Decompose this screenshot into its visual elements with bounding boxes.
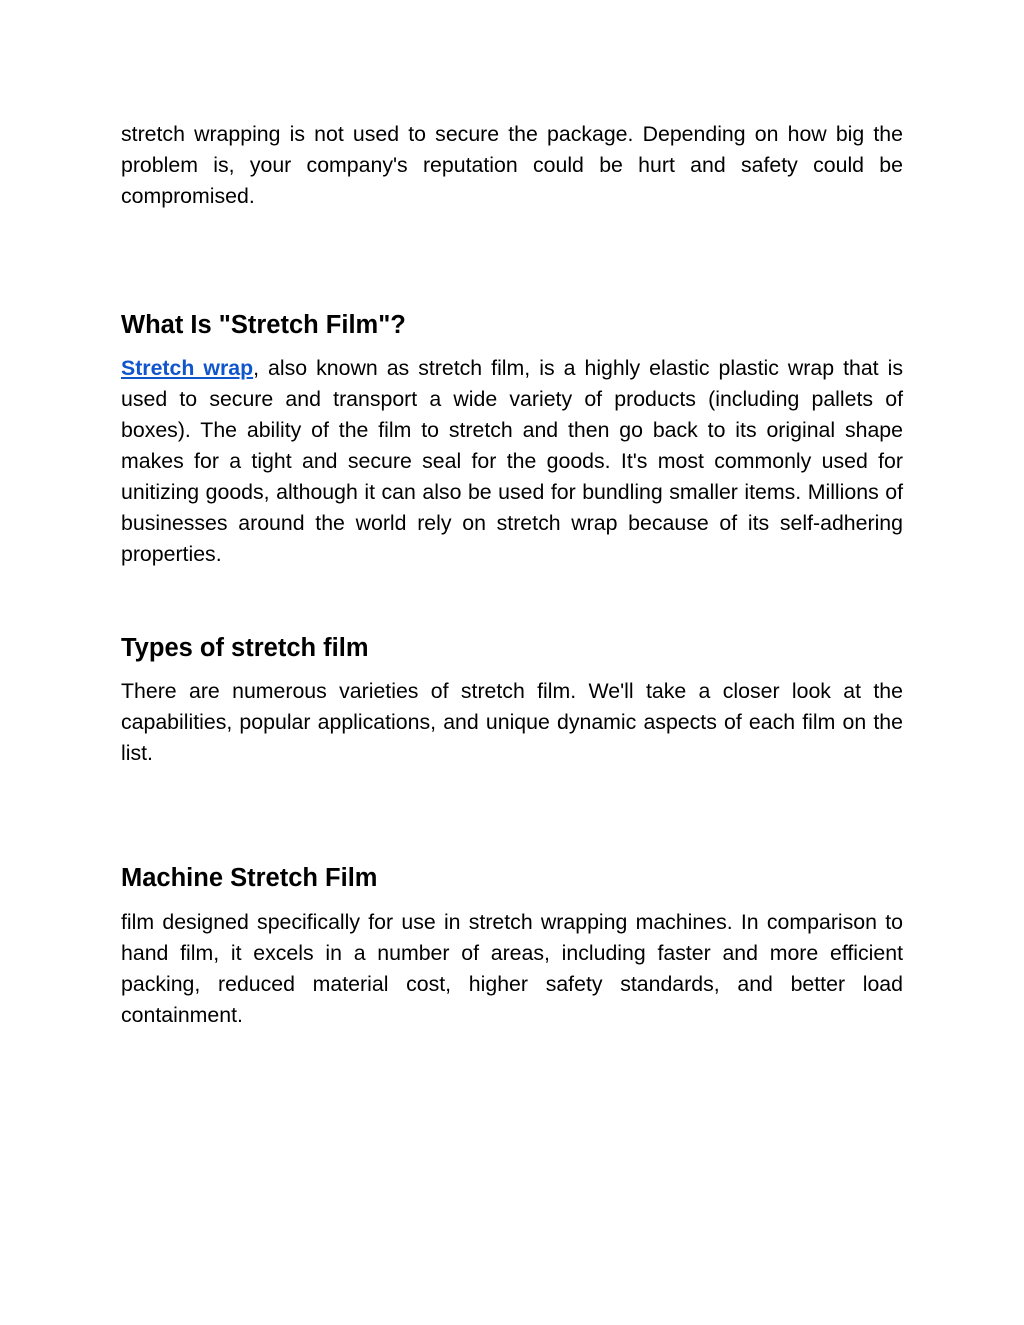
what-is-stretch-film-paragraph	[121, 353, 903, 570]
types-of-stretch-film-heading: Types of stretch film	[121, 634, 369, 662]
machine-stretch-film-paragraph: film designed specifically for use in stretch wrapping machines. In comparison to hand film, it excels in a number of areas, including faster and more efficient packing, reduced material cost, higher safety standards, and better load containment.	[121, 910, 903, 1027]
stretch-wrap-link[interactable]: Stretch wrap	[121, 356, 254, 380]
machine-stretch-film-heading: Machine Stretch Film	[121, 864, 378, 892]
what-is-stretch-film-heading: What Is "Stretch Film"?	[121, 311, 406, 339]
types-of-stretch-film-paragraph: There are numerous varieties of stretch film. We'll take a closer look at the capabilities, popular applications, and unique dynamic aspects of each film on the list.	[121, 679, 903, 765]
what-is-stretch-film-body: , also known as stretch film, is a highly elastic plastic wrap that is used to secure and transport a wide variety of products (including pallets of boxes). The ability of the film to stretch and then go back to its original shape makes for a tight and secure seal for the goods. It's most commonly used for unitizing goods, although it can also be used for bundling smaller items. Millions of businesses around the world rely on stretch wrap because of its self-adhering properties.	[121, 356, 904, 566]
intro-paragraph: stretch wrapping is not used to secure the package. Depending on how big the problem is, your company's reputation could be hurt and safety could be compromised.	[121, 122, 903, 208]
